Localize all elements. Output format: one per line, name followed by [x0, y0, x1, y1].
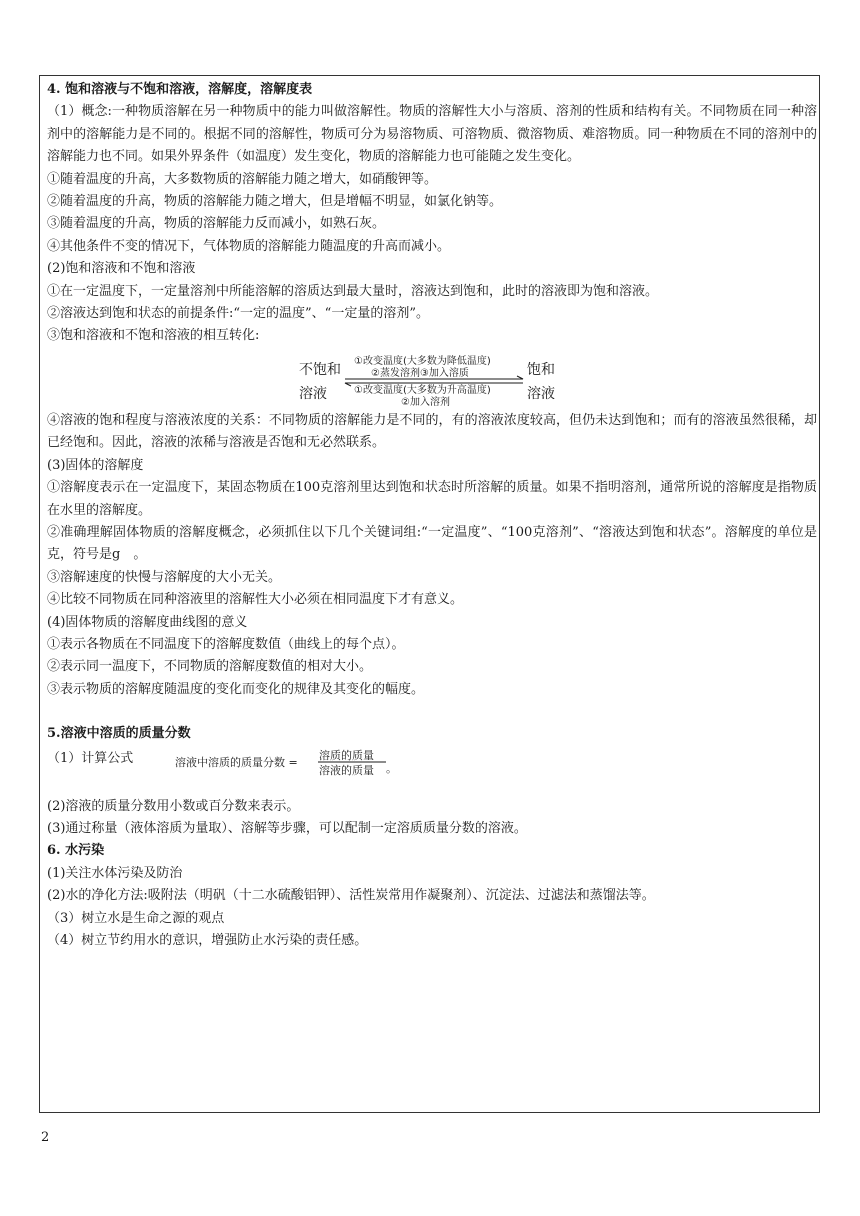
diagram-right-line1: 饱和: [527, 361, 555, 378]
diagram-left-line2: 溶液: [299, 385, 327, 402]
formula-numerator: 溶质的质量: [319, 748, 374, 762]
saturated-item: ③饱和溶液和不饱和溶液的相互转化:: [47, 328, 260, 344]
diagram-forward-arrowhead: [517, 376, 523, 379]
curve-heading: (4)固体物质的溶解度曲线图的意义: [47, 614, 248, 630]
section6-item: (2)水的净化方法:吸附法（明矾（十二水硫酸铝钾）、活性炭常用作凝聚剂）、沉淀法、过滤法和蒸馏法等。: [47, 888, 655, 904]
section5-title: 5.溶液中溶质的质量分数: [47, 726, 191, 742]
concept-item: ②随着温度的升高，物质的溶解能力随之增大，但是增幅不明显，如氯化钠等。: [47, 194, 503, 210]
diagram-bottom-label1: ①改变温度(大多数为升高温度): [354, 384, 491, 396]
spacer: [47, 701, 817, 723]
diagram-top-label2: ②蒸发溶剂③加入溶质: [371, 367, 469, 379]
page-number: 2: [41, 1130, 50, 1145]
mass-fraction-formula: [47, 746, 817, 780]
diagram-right-line2: 溶液: [527, 385, 555, 402]
saturated-item: ②溶液达到饱和状态的前提条件:“一定的温度”、“一定量的溶剂”。: [47, 306, 429, 322]
solubility-item: ②准确理解固体物质的溶解度概念，必须抓住以下几个关键词组:“一定温度”、“100克溶剂”、“溶液达到饱和状态”。溶解度的单位是克，符号是g 。: [47, 524, 817, 563]
conversion-diagram-svg: [297, 350, 567, 408]
formula-lhs: 溶液中溶质的质量分数 =: [175, 755, 298, 769]
diagram-bottom-label2: ②加入溶剂: [401, 396, 450, 408]
curve-item: ②表示同一温度下，不同物质的溶解度数值的相对大小。: [47, 659, 373, 675]
section6-title: 6. 水污染: [47, 843, 105, 859]
conversion-diagram: [47, 350, 817, 408]
solubility-heading: (3)固体的溶解度: [47, 457, 144, 473]
diagram-left-line1: 不饱和: [299, 361, 341, 378]
formula-denominator: 溶液的质量: [319, 763, 374, 777]
formula-tail: 。: [386, 761, 397, 775]
concept-paragraph: （1）概念:一种物质溶解在另一种物质中的能力叫做溶解性。物质的溶解性大小与溶质、溶剂的性质和结构有关。不同物质在同一种溶剂中的溶解能力是不同的。根据不同的溶解性，物质可分为易溶物质、可溶物质、微溶物质、难溶物质。同一种物质在不同的溶剂中的溶解能力也不同。如果外界条件（如温度）发生变化，物质的溶解能力也可能随之发生变化。: [47, 104, 817, 165]
saturation-relation: ④溶液的饱和程度与溶液浓度的关系：不同物质的溶解能力是不同的，有的溶液浓度较高，但仍未达到饱和；而有的溶液虽然很稀，却已经饱和。因此，溶液的浓稀与溶液是否饱和无必然联系。: [47, 412, 817, 451]
section5-item: (2)溶液的质量分数用小数或百分数来表示。: [47, 798, 300, 814]
concept-item: ③随着温度的升高，物质的溶解能力反而减小，如熟石灰。: [47, 216, 386, 232]
section6-item: （3）树立水是生命之源的观点: [47, 910, 225, 926]
section6-item: (1)关注水体污染及防治: [47, 865, 183, 881]
formula-lead: （1）计算公式: [47, 750, 134, 766]
diagram-backward-arrowhead: [345, 383, 351, 386]
saturated-heading: (2)饱和溶液和不饱和溶液: [47, 261, 196, 277]
solubility-item: ①溶解度表示在一定温度下，某固态物质在100克溶剂里达到饱和状态时所溶解的质量。如果不指明溶剂，通常所说的溶解度是指物质在水里的溶解度。: [47, 480, 817, 518]
solubility-item: ④比较不同物质在同种溶液里的溶解性大小必须在相同温度下才有意义。: [47, 592, 464, 608]
document-body: [47, 79, 817, 952]
formula-svg: [173, 746, 403, 780]
section4-title: 4. 饱和溶液与不饱和溶液，溶解度，溶解度表: [47, 82, 313, 97]
concept-item: ④其他条件不变的情况下，气体物质的溶解能力随温度的升高而减小。: [47, 238, 451, 254]
saturated-item: ①在一定温度下，一定量溶剂中所能溶解的溶质达到最大量时，溶液达到饱和，此时的溶液即为饱和溶液。: [47, 283, 659, 299]
section5-item: (3)通过称量（液体溶质为量取）、溶解等步骤，可以配制一定溶质质量分数的溶液。: [47, 820, 527, 836]
solubility-item: ③溶解速度的快慢与溶解度的大小无关。: [47, 569, 282, 585]
diagram-top-label1: ①改变温度(大多数为降低温度): [354, 355, 491, 367]
section6-item: （4）树立节约用水的意识，增强防止水污染的责任感。: [47, 933, 368, 948]
curve-item: ③表示物质的溶解度随温度的变化而变化的规律及其变化的幅度。: [47, 681, 425, 697]
concept-item: ①随着温度的升高，大多数物质的溶解能力随之增大，如硝酸钾等。: [47, 171, 438, 187]
spacer: [47, 780, 817, 796]
curve-item: ①表示各物质在不同温度下的溶解度数值（曲线上的每个点）。: [47, 636, 405, 652]
